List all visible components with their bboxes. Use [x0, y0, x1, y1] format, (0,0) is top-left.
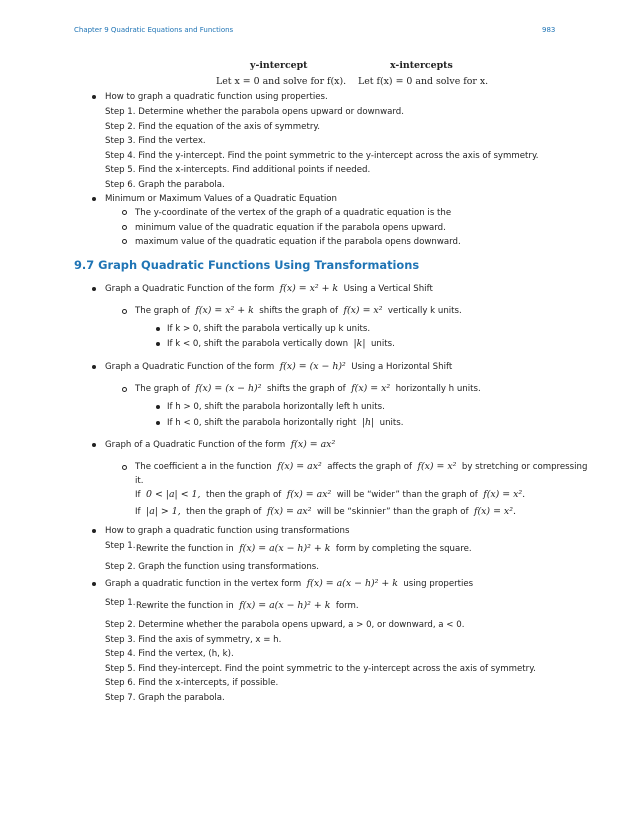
math: |k|: [353, 338, 366, 349]
minmax-sub: The y-coordinate of the vertex of the graph of a quadratic equation is the: [135, 208, 452, 218]
sub-bullet-circle: [122, 225, 127, 230]
bullet-dot: [92, 443, 96, 447]
properties-step: Step 1. Determine whether the parabola opens upward or downward.: [105, 107, 404, 117]
stretch-case: If |a| > 1, then the graph of f(x) = ax² will be “skinnier” than the graph of f(x) = x².: [135, 506, 516, 517]
bullet-dot: [92, 197, 96, 201]
sub-bullet-circle: [122, 239, 127, 244]
bullet-dot: [156, 327, 160, 331]
x-intercepts-rule: Let f(x) = 0 and solve for x.: [358, 76, 489, 87]
stretch-bullet: Graph of a Quadratic Function of the form f(x) = ax²: [105, 439, 336, 450]
math: f(x) = (x − h)²: [195, 383, 262, 394]
math: f(x) = ax²: [266, 506, 312, 517]
minmax-sub: minimum value of the quadratic equation if the parabola opens upward.: [135, 223, 446, 233]
transforms-step: Rewrite the function in f(x) = a(x − h)² + k form by completing the square.: [136, 543, 472, 554]
math: |h|: [361, 417, 375, 428]
vertex-step-label: Step 1.: [105, 598, 136, 608]
bullet-dot: [156, 342, 160, 346]
bullet-dot: [156, 421, 160, 425]
section-title: 9.7 Graph Quadratic Functions Using Transformations: [74, 258, 420, 272]
math: f(x) = x².: [474, 506, 516, 517]
math: f(x) = x².: [483, 489, 526, 500]
bullet-dot: [92, 287, 96, 291]
horizontal-shift-note: If h < 0, shift the parabola horizontally right |h| units.: [167, 417, 404, 428]
math: f(x) = x²: [343, 305, 383, 316]
sub-bullet-circle: [122, 465, 127, 470]
math: f(x) = x² + k: [195, 305, 254, 316]
vertex-step: Step 3. Find the axis of symmetry, x = h.: [105, 635, 282, 645]
vertex-step: Step 5. Find they-intercept. Find the point symmetric to the y-intercept across the axis of symmetry.: [105, 664, 536, 674]
y-intercept-rule: Let x = 0 and solve for f(x).: [216, 76, 347, 87]
sub-bullet-circle: [122, 387, 127, 392]
vertex-step: Step 2. Determine whether the parabola opens upward, a > 0, or downward, a < 0.: [105, 620, 465, 630]
vertex-step: Step 4. Find the vertex, (h, k).: [105, 649, 234, 659]
horizontal-shift-sub: The graph of f(x) = (x − h)² shifts the graph of f(x) = x² horizontally h units.: [135, 383, 481, 394]
math: |a| > 1,: [146, 506, 181, 517]
sub-bullet-circle: [122, 210, 127, 215]
math: 0 < |a| < 1,: [146, 489, 201, 500]
math: f(x) = ax²: [286, 489, 332, 500]
bullet-dot: [92, 95, 96, 99]
math: f(x) = a(x − h)² + k: [306, 578, 398, 589]
properties-step: Step 5. Find the x-intercepts. Find additional points if needed.: [105, 165, 371, 175]
stretch-sub: The coefficient a in the function f(x) = ax² affects the graph of f(x) = x² by stretching or compressing: [135, 461, 588, 472]
vertical-shift-sub: The graph of f(x) = x² + k shifts the graph of f(x) = x² vertically k units.: [135, 305, 462, 316]
math: f(x) = (x − h)²: [279, 361, 346, 372]
vertex-step: Rewrite the function in f(x) = a(x − h)² + k form.: [136, 600, 359, 611]
running-header: Chapter 9 Quadratic Equations and Functions: [74, 26, 234, 34]
math: f(x) = a(x − h)² + k: [239, 600, 331, 611]
page-number: 983: [542, 26, 556, 34]
math: f(x) = ax²: [277, 461, 322, 472]
math: f(x) = a(x − h)² + k: [239, 543, 331, 554]
properties-step: Step 3. Find the vertex.: [105, 136, 206, 146]
y-intercept-title: y-intercept: [250, 60, 308, 71]
vertical-shift-bullet: Graph a Quadratic Function of the form f(x) = x² + k Using a Vertical Shift: [105, 283, 433, 294]
x-intercepts-title: x-intercepts: [390, 60, 453, 71]
vertex-step: Step 6. Find the x-intercepts, if possible.: [105, 678, 279, 688]
math: f(x) = x² + k: [279, 283, 339, 294]
vertical-shift-note: If k < 0, shift the parabola vertically down |k| units.: [167, 338, 395, 349]
bullet-dot: [156, 405, 160, 409]
minmax-bullet: Minimum or Maximum Values of a Quadratic Equation: [105, 194, 337, 204]
properties-bullet: How to graph a quadratic function using properties.: [105, 92, 328, 102]
vertex-form-bullet: Graph a quadratic function in the vertex form f(x) = a(x − h)² + k using properties: [105, 578, 474, 589]
transforms-step: Step 2. Graph the function using transformations.: [105, 562, 320, 572]
math: f(x) = x²: [417, 461, 457, 472]
horizontal-shift-bullet: Graph a Quadratic Function of the form f(x) = (x − h)² Using a Horizontal Shift: [105, 361, 453, 372]
math: f(x) = ax²: [290, 439, 336, 450]
properties-step: Step 6. Graph the parabola.: [105, 180, 225, 190]
bullet-dot: [92, 365, 96, 369]
stretch-sub-cont: it.: [135, 476, 144, 486]
math: f(x) = x²: [351, 383, 391, 394]
bullet-dot: [92, 529, 96, 533]
minmax-sub: maximum value of the quadratic equation if the parabola opens downward.: [135, 237, 461, 247]
transforms-bullet: How to graph a quadratic function using transformations: [105, 526, 350, 536]
properties-step: Step 2. Find the equation of the axis of symmetry.: [105, 122, 320, 132]
vertical-shift-note: If k > 0, shift the parabola vertically up k units.: [167, 324, 371, 334]
vertex-step: Step 7. Graph the parabola.: [105, 693, 225, 703]
properties-step: Step 4. Find the y-intercept. Find the point symmetric to the y-intercept across the axis of symmetry.: [105, 151, 539, 161]
horizontal-shift-note: If h > 0, shift the parabola horizontally left h units.: [167, 402, 385, 412]
transforms-step-label: Step 1.: [105, 541, 136, 551]
sub-bullet-circle: [122, 309, 127, 314]
bullet-dot: [92, 582, 96, 586]
stretch-case: If 0 < |a| < 1, then the graph of f(x) = ax² will be “wider” than the graph of f(x) = x².: [135, 489, 526, 500]
